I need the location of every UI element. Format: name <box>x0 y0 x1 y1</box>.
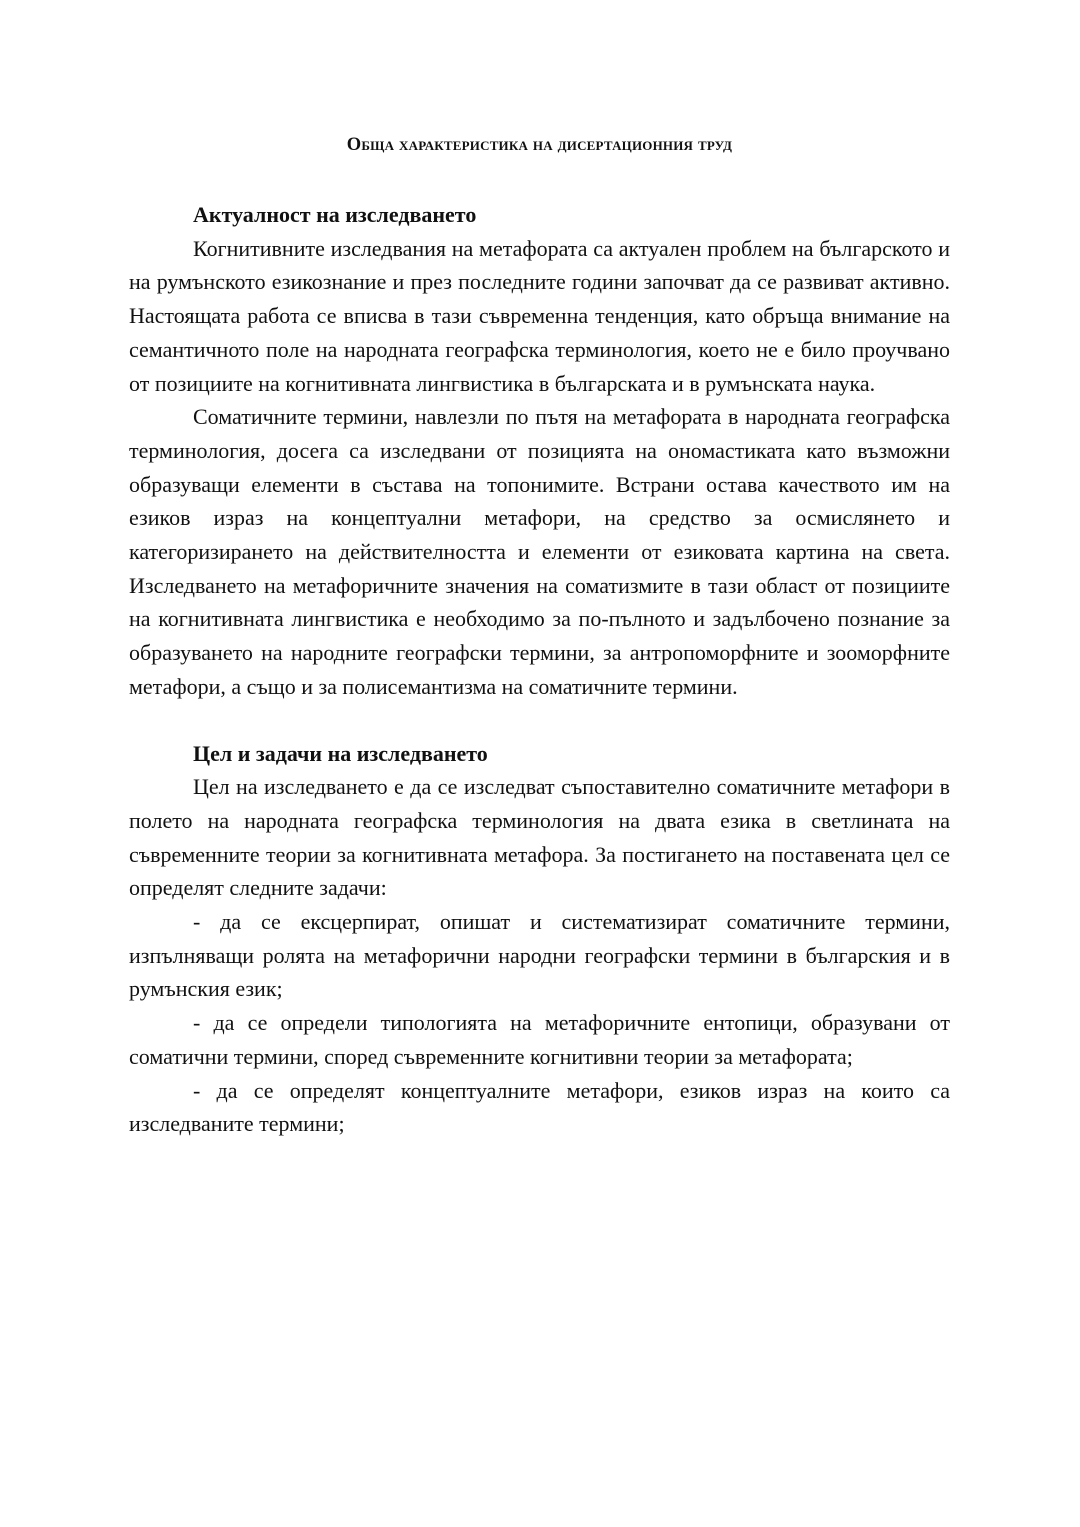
paragraph: Соматичните термини, навлезли по пътя на метафората в народната географска терминология, досега са изследвани от позицията на ономастиката като възможни образуващи елементи в състава на топонимите. Встрани остава качеството им на езиков израз на концептуални метафори, на средство за осмислянето и категоризирането на действителността и елементи от езиковата картина на света. Изследването на метафоричните значения на соматизмите в тази област от позициите на когнитивната лингвистика е необходимо за по-пълното и задълбочено познание за образуването на народните географски термини, за антропоморфните и зооморфните метафори, а също и за полисемантизма на соматичните термини. <box>129 404 950 699</box>
section-heading-goals: Цел и задачи на изследването <box>193 740 488 766</box>
section-goals <box>129 737 950 1141</box>
document-page <box>129 130 950 1141</box>
document-title: Обща характеристика на дисертационния труд <box>346 135 733 155</box>
section-relevance <box>129 198 950 704</box>
section-spacer <box>129 704 950 737</box>
task-item: - да се определи типологията на метафоричните ентопици, образувани от соматични термини, според съвременните когнитивни теории за метафората; <box>129 1010 950 1069</box>
paragraph: Когнитивните изследвания на метафората са актуален проблем на българското и на румънското езикознание и през последните години започват да се развиват активно. Настоящата работа се вписва в тази съвременна тенденция, като обръща внимание на семантичното поле на народната географска терминология, което не е било проучвано от позициите на когнитивната лингвистика в българската и в румънската наука. <box>129 235 950 396</box>
task-item: - да се ексцерпират, опишат и систематизират соматичните термини, изпълняващи ролята на метафорични народни географски термини в българския и в румънския език; <box>129 909 950 1002</box>
paragraph: Цел на изследването е да се изследват съпоставително соматичните метафори в полето на народната географска терминология на двата езика в светлината на съвременните теории за когнитивната метафора. За постигането на поставената цел се определят следните задачи: <box>129 774 950 901</box>
section-heading-relevance: Актуалност на изследването <box>193 202 477 227</box>
task-item: - да се определят концептуалните метафори, езиков израз на които са изследваните термини; <box>129 1077 950 1137</box>
